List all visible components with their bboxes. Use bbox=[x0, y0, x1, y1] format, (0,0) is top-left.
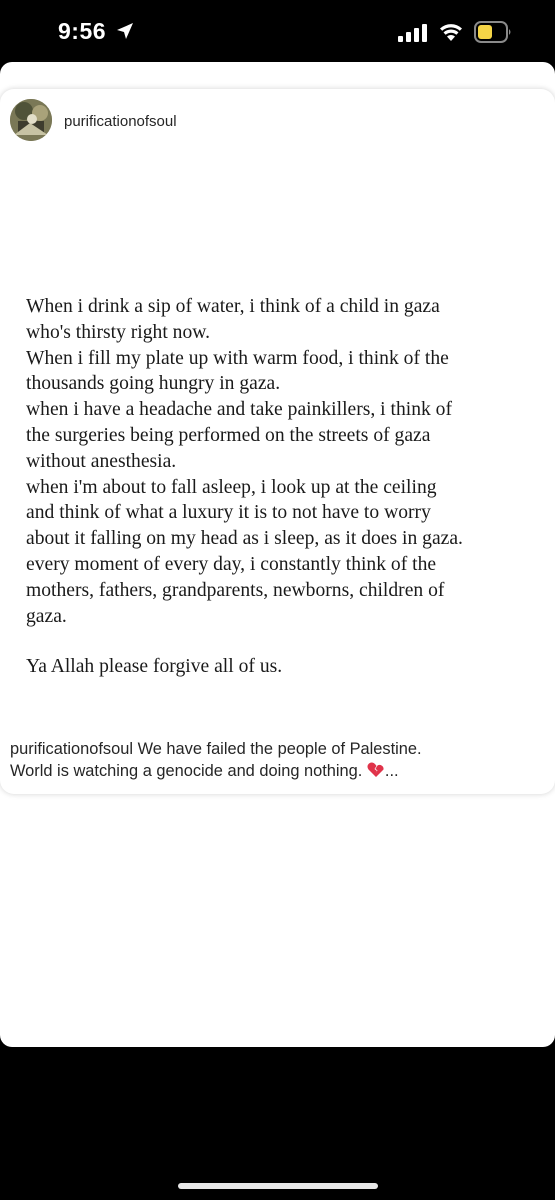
post-text-line: about it falling on my head as i sleep, as it does in gaza. bbox=[26, 528, 463, 550]
cellular-signal-icon bbox=[398, 24, 428, 42]
status-bar bbox=[0, 0, 555, 62]
location-arrow-icon bbox=[116, 22, 134, 40]
post-caption[interactable] bbox=[10, 738, 540, 782]
post-text bbox=[26, 294, 546, 680]
post-text-line: when i have a headache and take painkillers, i think of bbox=[26, 399, 453, 421]
broken-heart-icon bbox=[367, 762, 385, 778]
battery-icon bbox=[474, 21, 512, 43]
post-text-line: the surgeries being performed on the streets of gaza bbox=[26, 424, 431, 446]
post-text-line: every moment of every day, i constantly think of the bbox=[26, 553, 437, 575]
caption-username[interactable]: purificationofsoul bbox=[10, 740, 134, 758]
post-sheet bbox=[0, 62, 555, 1047]
post-closing-line: Ya Allah please forgive all of us. bbox=[26, 656, 283, 678]
avatar-image bbox=[10, 99, 52, 141]
caption-more-link[interactable]: ... bbox=[384, 762, 399, 780]
wifi-icon bbox=[438, 21, 464, 41]
caption-text-line2: World is watching a genocide and doing nothing. bbox=[10, 762, 367, 780]
home-indicator[interactable] bbox=[178, 1183, 378, 1189]
status-time: 9:56 bbox=[58, 18, 107, 44]
post-text-line: When i fill my plate up with warm food, i think of the bbox=[26, 347, 449, 369]
post-text-line: without anesthesia. bbox=[26, 450, 177, 472]
post-card bbox=[0, 89, 555, 794]
post-header bbox=[0, 89, 555, 154]
post-username[interactable]: purificationofsoul bbox=[64, 113, 177, 130]
post-text-line: When i drink a sip of water, i think of a child in gaza bbox=[26, 296, 440, 317]
post-text-line: who's thirsty right now. bbox=[26, 321, 211, 343]
post-text-line: when i'm about to fall asleep, i look up at the ceiling bbox=[26, 476, 437, 498]
avatar[interactable] bbox=[10, 99, 52, 141]
post-text-line: and think of what a luxury it is to not have to worry bbox=[26, 502, 431, 524]
post-text-line: thousands going hungry in gaza. bbox=[26, 373, 281, 395]
post-text-line: gaza. bbox=[26, 605, 67, 627]
caption-text: We have failed the people of Palestine. bbox=[133, 740, 422, 758]
post-text-line: mothers, fathers, grandparents, newborns, children of bbox=[26, 579, 445, 601]
